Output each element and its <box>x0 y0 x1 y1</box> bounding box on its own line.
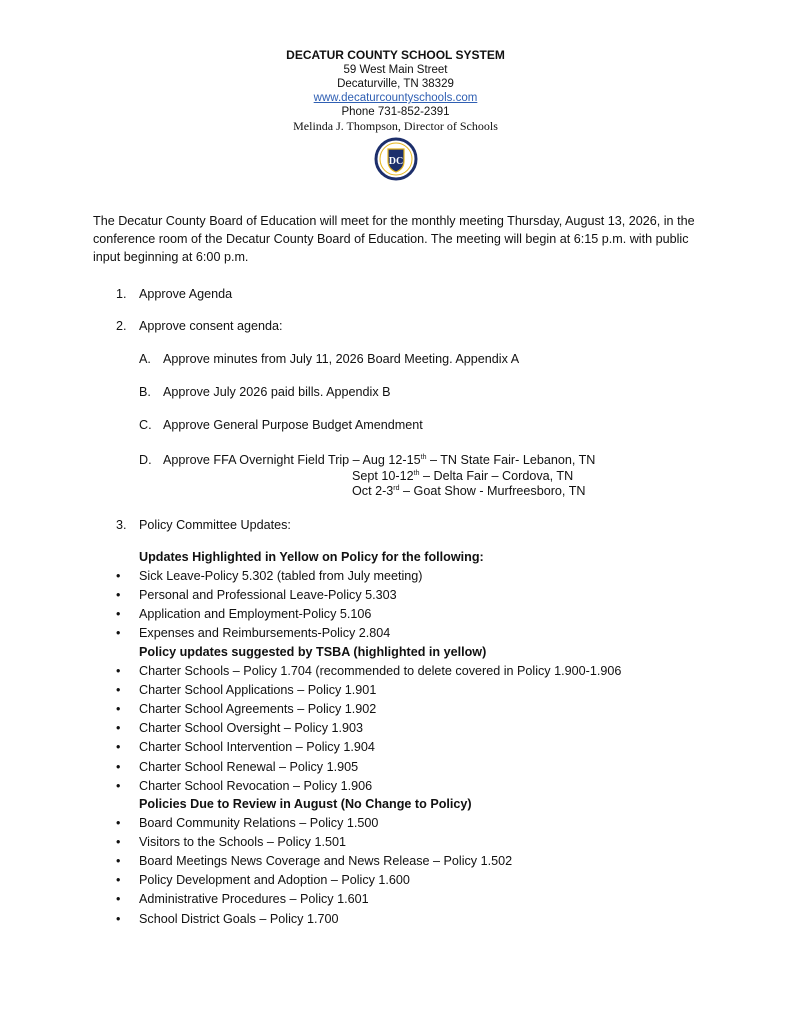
bullet-icon: • <box>116 759 121 774</box>
sub-a-letter: A. <box>139 352 151 366</box>
policy-list-item: Visitors to the Schools – Policy 1.501 <box>139 835 346 850</box>
bullet-icon: • <box>116 892 121 907</box>
trip-1-date: Aug 12-15 <box>362 453 421 467</box>
sub-a-text: Approve minutes from July 11, 2026 Board Meeting. Appendix A <box>163 352 520 366</box>
trip-3-date: Oct 2-3 <box>352 484 394 498</box>
website-link[interactable]: www.decaturcountyschools.com <box>313 92 478 104</box>
bullet-icon: • <box>116 607 121 622</box>
policy-heading-1: Updates Highlighted in Yellow on Policy for the following: <box>139 550 484 564</box>
logo-initials: DC <box>388 156 404 167</box>
trip-1-suffix: th <box>420 454 427 461</box>
bullet-icon: • <box>116 721 121 736</box>
trip-3-suffix: rd <box>393 485 400 492</box>
policy-heading-3: Policies Due to Review in August (No Change to Policy) <box>139 797 472 811</box>
sub-c-text: Approve General Purpose Budget Amendment <box>163 418 423 432</box>
sub-d-label: Approve FFA Overnight Field Trip – <box>163 453 363 467</box>
sub-d-letter: D. <box>139 453 152 467</box>
district-logo <box>374 137 418 181</box>
policy-list-item: Personal and Professional Leave-Policy 5.303 <box>139 588 397 603</box>
item-2-text: Approve consent agenda: <box>139 319 283 333</box>
trip-3 <box>352 484 585 499</box>
policy-list-item: School District Goals – Policy 1.700 <box>139 911 339 926</box>
policy-list-item: Charter School Intervention – Policy 1.904 <box>139 740 375 755</box>
director: Melinda J. Thompson, Director of Schools <box>293 119 498 133</box>
trip-2-event: – Delta Fair – Cordova, TN <box>419 469 574 483</box>
sub-b-letter: B. <box>139 385 151 399</box>
address-line-1: 59 West Main Street <box>343 64 448 76</box>
bullet-icon: • <box>116 664 121 678</box>
bullet-icon: • <box>116 835 121 850</box>
bullet-icon: • <box>116 588 121 603</box>
sub-b-text: Approve July 2026 paid bills. Appendix B <box>163 385 391 399</box>
item-2-number: 2. <box>116 319 127 333</box>
bullet-icon: • <box>116 740 121 755</box>
bullet-icon: • <box>116 854 121 869</box>
item-3-number: 3. <box>116 518 127 532</box>
policy-list-item: Board Meetings News Coverage and News Release – Policy 1.502 <box>139 854 513 869</box>
policy-list-item: Charter School Oversight – Policy 1.903 <box>139 721 364 736</box>
policy-list-item: Charter School Agreements – Policy 1.902 <box>139 702 377 717</box>
bullet-icon: • <box>116 569 121 583</box>
trip-2 <box>352 469 573 484</box>
org-name: DECATUR COUNTY SCHOOL SYSTEM <box>286 48 505 62</box>
policy-list-item: Charter School Applications – Policy 1.901 <box>139 683 377 698</box>
trip-1-event: – TN State Fair- Lebanon, TN <box>426 453 596 467</box>
bullet-icon: • <box>116 778 121 793</box>
bullet-icon: • <box>116 702 121 717</box>
policy-list-item: Sick Leave-Policy 5.302 (tabled from July meeting) <box>139 569 423 583</box>
address-line-2: Decaturville, TN 38329 <box>337 78 454 90</box>
policy-list-item: Administrative Procedures – Policy 1.601 <box>139 892 369 907</box>
item-3-text: Policy Committee Updates: <box>139 518 291 532</box>
policy-list-item: Charter School Revocation – Policy 1.906 <box>139 778 373 793</box>
policy-list-item: Policy Development and Adoption – Policy 1.600 <box>139 873 410 888</box>
district-seal-icon <box>374 137 418 181</box>
bullet-icon: • <box>116 911 121 926</box>
meeting-intro: The Decatur County Board of Education will meet for the monthly meeting Thursday, August 13, 2026, in the conference room of the Decatur County Board of Education. The meeting will begin at 6:15 p.m. with public input beginning at 6:00 p.m. <box>93 214 695 264</box>
policy-list-item: Charter Schools – Policy 1.704 (recommended to delete covered in Policy 1.900-1.906 <box>139 664 622 678</box>
trip-3-event: – Goat Show - Murfreesboro, TN <box>399 484 586 498</box>
sub-c-letter: C. <box>139 418 152 432</box>
item-1-number: 1. <box>116 287 127 301</box>
policy-list-item: Expenses and Reimbursements-Policy 2.804 <box>139 626 391 641</box>
bullet-icon: • <box>116 683 121 698</box>
trip-2-date: Sept 10-12 <box>352 469 414 483</box>
phone: Phone 731-852-2391 <box>341 106 450 118</box>
trip-2-suffix: th <box>413 470 420 477</box>
bullet-icon: • <box>116 626 121 641</box>
policy-list-item: Board Community Relations – Policy 1.500 <box>139 816 379 830</box>
policy-list-item: Charter School Renewal – Policy 1.905 <box>139 759 359 774</box>
bullet-icon: • <box>116 816 121 830</box>
sub-d-text <box>163 453 595 468</box>
policy-list-item: Application and Employment-Policy 5.106 <box>139 607 372 622</box>
bullet-icon: • <box>116 873 121 888</box>
item-1-text: Approve Agenda <box>139 287 233 301</box>
policy-heading-2: Policy updates suggested by TSBA (highlighted in yellow) <box>139 645 487 659</box>
